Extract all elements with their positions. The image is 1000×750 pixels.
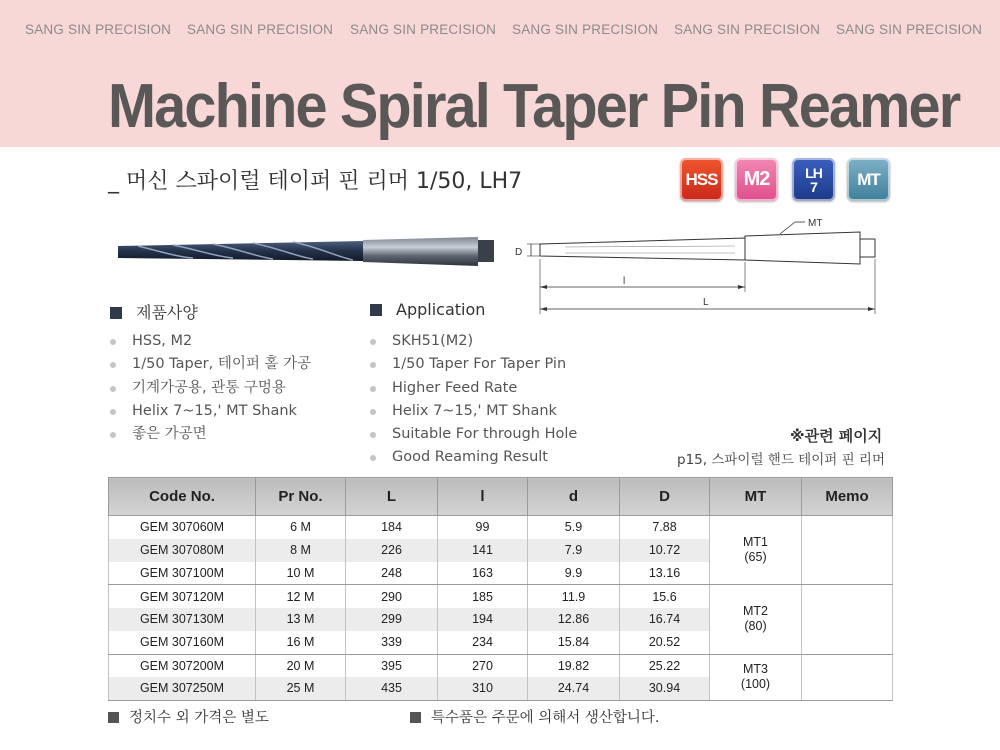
- brand-name: SANG SIN PRECISION: [25, 22, 172, 37]
- cell-pr: 8 M: [256, 539, 346, 562]
- cell-D: 13.16: [620, 562, 710, 585]
- application-list: [370, 330, 577, 470]
- cell-d: 24.74: [528, 677, 620, 700]
- cell-l: 163: [438, 562, 528, 585]
- drawing-arrow: [540, 307, 547, 311]
- cell-L: 290: [346, 585, 438, 608]
- cell-d: 15.84: [528, 631, 620, 654]
- square-bullet-icon: [110, 307, 122, 319]
- reamer-shank: [363, 237, 478, 266]
- spec-list: [110, 330, 311, 446]
- mt-group-sub: (80): [744, 619, 767, 634]
- square-bullet-icon: [108, 712, 119, 723]
- drawing-label-d: D: [515, 247, 523, 258]
- hss-badge: HSS: [680, 158, 723, 201]
- cell-d: 11.9: [528, 585, 620, 608]
- cell-mt-group: [710, 654, 802, 700]
- mt-group-sub: (100): [740, 677, 771, 692]
- cell-L: 248: [346, 562, 438, 585]
- application-item: 1/50 Taper For Taper Pin: [370, 353, 577, 376]
- application-item: Helix 7~15,' MT Shank: [370, 400, 577, 423]
- table-header-row: [109, 478, 893, 516]
- mt-group-sub: (65): [744, 550, 767, 565]
- table-header-mt: MT: [710, 478, 802, 516]
- footnote-text: 정치수 외 가격은 별도: [129, 710, 269, 726]
- cell-pr: 20 M: [256, 654, 346, 677]
- related-page-reference: p15, 스파이럴 핸드 테이퍼 핀 리머: [677, 452, 885, 468]
- cell-code: GEM 307060M: [109, 516, 256, 539]
- brand-name: SANG SIN PRECISION: [674, 22, 821, 37]
- cell-pr: 13 M: [256, 608, 346, 631]
- drawing-label-l-small: l: [623, 276, 626, 287]
- cell-code: GEM 307080M: [109, 539, 256, 562]
- cell-code: GEM 307250M: [109, 677, 256, 700]
- drawing-flute-line: [565, 246, 735, 247]
- spec-section-heading: [110, 300, 198, 323]
- drawing-label-mt: MT: [808, 218, 823, 229]
- cell-pr: 25 M: [256, 677, 346, 700]
- footnote-text: 특수품은 주문에 의해서 생산합니다.: [431, 710, 660, 726]
- cell-d: 7.9: [528, 539, 620, 562]
- reamer-tang: [478, 240, 494, 262]
- spec-item: 좋은 가공면: [110, 423, 311, 446]
- cell-memo: [802, 585, 893, 654]
- brand-name: SANG SIN PRECISION: [350, 22, 497, 37]
- drawing-shank-outline: [745, 232, 860, 264]
- application-heading-text: Application: [396, 300, 486, 319]
- cell-d: 12.86: [528, 608, 620, 631]
- m2-badge: M2: [735, 158, 778, 201]
- lh7-badge: [792, 158, 835, 201]
- table-header-pr: Pr No.: [256, 478, 346, 516]
- application-section-heading: [370, 300, 485, 319]
- page-subtitle: _ 머신 스파이럴 테이퍼 핀 리머 1/50, LH7: [108, 169, 523, 194]
- footnote-price: [108, 706, 269, 727]
- cell-mt-group: [710, 516, 802, 585]
- cell-D: 20.52: [620, 631, 710, 654]
- drawing-flute-outline: [540, 238, 745, 260]
- cell-D: 25.22: [620, 654, 710, 677]
- cell-memo: [802, 654, 893, 700]
- cell-D: 15.6: [620, 585, 710, 608]
- brand-row: [0, 22, 1000, 42]
- cell-pr: 12 M: [256, 585, 346, 608]
- application-item: Good Reaming Result: [370, 446, 577, 469]
- cell-l: 234: [438, 631, 528, 654]
- related-page-title: ※관련 페이지: [790, 427, 883, 445]
- cell-l: 141: [438, 539, 528, 562]
- spec-item: Helix 7~15,' MT Shank: [110, 400, 311, 423]
- cell-l: 185: [438, 585, 528, 608]
- cell-D: 7.88: [620, 516, 710, 539]
- mt-badge: MT: [847, 158, 890, 201]
- table-row: [109, 516, 893, 539]
- cell-d: 5.9: [528, 516, 620, 539]
- table-row: [109, 654, 893, 677]
- table-row: [109, 585, 893, 608]
- cell-L: 339: [346, 631, 438, 654]
- application-item: Higher Feed Rate: [370, 377, 577, 400]
- cell-code: GEM 307160M: [109, 631, 256, 654]
- spec-table: [108, 477, 893, 701]
- cell-L: 435: [346, 677, 438, 700]
- cell-L: 299: [346, 608, 438, 631]
- table-header-memo: Memo: [802, 478, 893, 516]
- square-bullet-icon: [370, 304, 382, 316]
- spec-item: 기계가공용, 관통 구멍용: [110, 377, 311, 400]
- cell-mt-group: [710, 585, 802, 654]
- mt-group-name: MT2: [743, 603, 768, 618]
- cell-d: 19.82: [528, 654, 620, 677]
- application-item: Suitable For through Hole: [370, 423, 577, 446]
- drawing-label-l-big: L: [703, 297, 709, 308]
- cell-L: 184: [346, 516, 438, 539]
- brand-name: SANG SIN PRECISION: [187, 22, 334, 37]
- brand-name: SANG SIN PRECISION: [512, 22, 659, 37]
- cell-memo: [802, 516, 893, 585]
- cell-code: GEM 307100M: [109, 562, 256, 585]
- cell-L: 226: [346, 539, 438, 562]
- reamer-photo: [118, 235, 496, 271]
- drawing-arrow: [868, 307, 875, 311]
- spec-item: HSS, M2: [110, 330, 311, 353]
- cell-L: 395: [346, 654, 438, 677]
- lh7-badge-top: LH: [805, 164, 822, 181]
- page-title: Machine Spiral Taper Pin Reamer: [108, 72, 960, 141]
- cell-l: 310: [438, 677, 528, 700]
- drawing-arrow: [540, 285, 547, 289]
- reamer-technical-drawing: [505, 212, 885, 317]
- table-header-D: D: [620, 478, 710, 516]
- table-header-L: L: [346, 478, 438, 516]
- mt-group-name: MT3: [743, 661, 768, 676]
- drawing-mt-leader: [780, 222, 795, 234]
- footnote-custom-order: [410, 706, 660, 727]
- cell-pr: 6 M: [256, 516, 346, 539]
- cell-l: 270: [438, 654, 528, 677]
- table-header-d: d: [528, 478, 620, 516]
- cell-code: GEM 307200M: [109, 654, 256, 677]
- cell-l: 99: [438, 516, 528, 539]
- spec-item: 1/50 Taper, 테이퍼 홀 가공: [110, 353, 311, 376]
- drawing-tang-outline: [860, 239, 875, 257]
- cell-code: GEM 307120M: [109, 585, 256, 608]
- cell-D: 16.74: [620, 608, 710, 631]
- spec-heading-text: 제품사양: [136, 303, 198, 322]
- lh7-badge-bottom: 7: [810, 178, 817, 195]
- cell-D: 30.94: [620, 677, 710, 700]
- cell-code: GEM 307130M: [109, 608, 256, 631]
- square-bullet-icon: [410, 712, 421, 723]
- table-header-code: Code No.: [109, 478, 256, 516]
- mt-group-name: MT1: [743, 534, 768, 549]
- cell-pr: 16 M: [256, 631, 346, 654]
- brand-name: SANG SIN PRECISION: [836, 22, 983, 37]
- table-header-l: l: [438, 478, 528, 516]
- cell-l: 194: [438, 608, 528, 631]
- cell-pr: 10 M: [256, 562, 346, 585]
- cell-D: 10.72: [620, 539, 710, 562]
- cell-d: 9.9: [528, 562, 620, 585]
- application-item: SKH51(M2): [370, 330, 577, 353]
- drawing-arrow: [738, 285, 745, 289]
